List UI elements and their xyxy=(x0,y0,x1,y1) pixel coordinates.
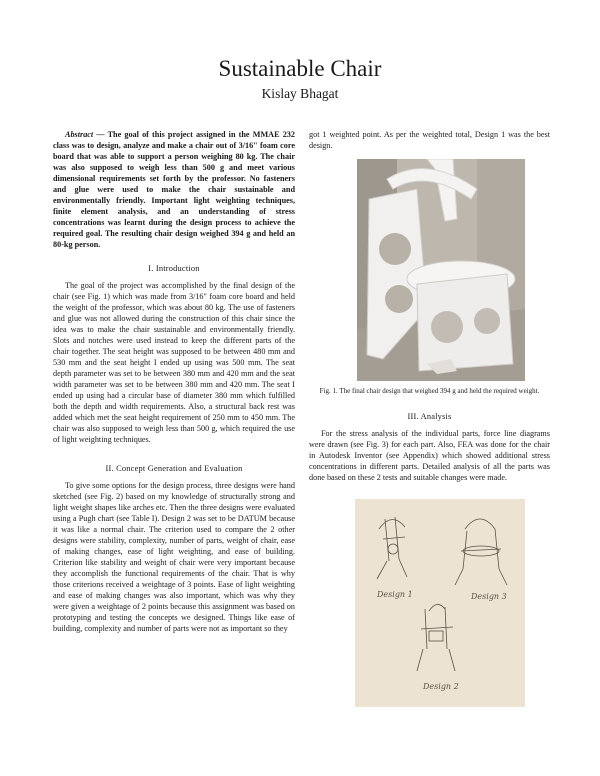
right-column xyxy=(309,129,550,707)
abstract-text: The goal of this project assigned in the MMAE 232 class was to design, analyze and make a chair out of 3/16" foam core board that was able to support a person weighing 80 kg. The chair was also supposed to weigh less than 500 g and meet various dimensional requirements set forth by the professor. No fasteners and glue were used to make the chair sustainable and environmentally friendly. Important light weighting techniques, finite element analysis, and an understanding of stress concentrations was learnt during the design process to achieve the required goal. The resulting chair design weighed 394 g and held an 80-kg person. xyxy=(53,130,295,249)
figure-1-chair-photo xyxy=(357,159,525,381)
abstract-lead: Abstract xyxy=(65,130,94,139)
concept-paragraph: To give some options for the design process, three designs were hand sketched (see Fig. 2) based on my knowledge of structurally strong and light weight shapes like arches etc. Then the three designs were evaluated using a Pugh chart (see Table I). Design 2 was set to be DATUM because it was like a normal chair. The criterion used to compare the 2 other designs were stability, complexity, number of parts, weight of chair, ease of making changes, ease of light weighting, and ease of building. Criterion like stability and weight of chair were very important because they accomplish the functional requirements of the chair. That is why those criterions received a weightage of 3 points. Ease of light weighting and ease of making changes was also important, which was why they were given a weightage of 2 points because this assignment was based on prototyping and testing the concepts we designed. Things like ease of building, complexity and number of parts were not as important so they xyxy=(53,481,295,633)
paper-title: Sustainable Chair xyxy=(218,56,382,81)
intro-heading: I. Introduction xyxy=(148,264,200,273)
sketch-label-1: Design 1 xyxy=(377,590,413,599)
paper-author: Kislay Bhagat xyxy=(261,86,339,101)
sketch-label-2: Design 2 xyxy=(423,682,459,691)
concept-heading: II. Concept Generation and Evaluation xyxy=(105,464,243,473)
concept-continued: got 1 weighted point. As per the weighted total, Design 1 was the best design. xyxy=(309,130,550,150)
analysis-heading: III. Analysis xyxy=(407,412,452,421)
figure-2-design-sketches xyxy=(355,499,525,707)
analysis-paragraph: For the stress analysis of the individual parts, force line diagrams were drawn (see Fig. 3) for each part. Also, FEA was done for the chair in Autodesk Inventor (see Appendix) which showed additional stress concentrations in different parts. Detailed analysis of all the parts was done based on these 2 tests and suitable changes were made. xyxy=(309,429,550,482)
chair-photo-graphic xyxy=(357,159,525,381)
sketch-label-3: Design 3 xyxy=(471,592,507,601)
sketch-graphic xyxy=(355,499,525,707)
abstract xyxy=(53,129,295,250)
left-column xyxy=(53,129,295,634)
figure-1-caption: Fig. 1. The final chair design that weighed 394 g and held the required weight. xyxy=(319,387,540,395)
abstract-dash: — xyxy=(93,130,108,139)
intro-paragraph: The goal of the project was accomplished by the final design of the chair (see Fig. 1) which was made from 3/16" foam core board and held the weight of the professor, which was about 80 kg. The use of fasteners and glue was not allowed during the construction of this chair since the idea was to make the chair sustainable and environmentally friendly. Slots and notches were used instead to keep the different parts of the chair together. The seat height was supposed to be between 480 mm and 530 mm and the seat height I ended up using was 500 mm. The seat depth parameter was set to be between 380 mm and 420 mm and the seat width parameter was set to be between 380 mm and 420 mm. The seat I ended up using had a circular base of diameter 380 mm which fulfilled both the depth and width requirements. Also, a structural back rest was added which met the seat height requirement of 250 mm to 450 mm. The chair was also supposed to weigh less than 500 g, which required the use of light weighting techniques. xyxy=(53,281,295,444)
